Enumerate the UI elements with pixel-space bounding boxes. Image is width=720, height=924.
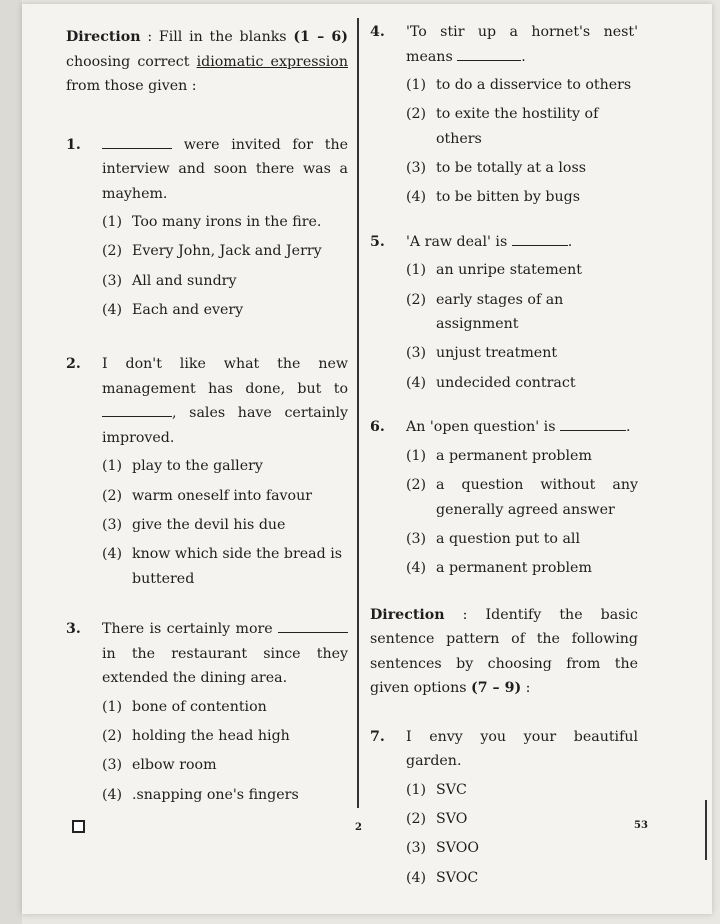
option-4[interactable]: (4) a permanent problem [406, 560, 592, 577]
option-1[interactable]: (1) a permanent problem [406, 447, 592, 464]
option-2[interactable]: (2) SVO [406, 810, 468, 827]
option-2[interactable]: (2) Every John, Jack and Jerry [102, 243, 322, 260]
option-3[interactable]: (3) unjust treatment [406, 345, 558, 362]
answer-blank [102, 402, 172, 417]
question-7 [370, 725, 638, 890]
scan-edge [0, 0, 22, 924]
question-1 [66, 133, 348, 323]
option-3[interactable]: (3) give the devil his due [102, 516, 286, 533]
option-1[interactable]: (1) to do a disservice to others [406, 77, 632, 93]
options-list [406, 258, 638, 395]
question-number: 7. [370, 728, 385, 745]
direction-label: Direction [66, 29, 141, 45]
question-stem: I don't like what the new management has done, but to , sales have certainly improved. [102, 356, 348, 446]
option-1[interactable]: (1) play to the gallery [102, 458, 263, 475]
options-list [102, 210, 348, 322]
square-marker-icon [72, 820, 85, 833]
question-5 [370, 230, 638, 395]
underlined-phrase: idiomatic expression [196, 53, 348, 70]
question-stem: An 'open question' is . [406, 415, 638, 440]
question-number: 6. [370, 419, 385, 436]
question-6 [370, 415, 638, 580]
option-3[interactable]: (3) a question put to all [406, 530, 581, 547]
options-list [406, 73, 638, 210]
answer-blank [560, 416, 626, 431]
margin-rule [705, 800, 707, 860]
question-2 [66, 352, 348, 591]
answer-blank [512, 231, 568, 246]
option-1[interactable]: (1) SVC [406, 781, 467, 798]
option-4[interactable]: (4) SVOC [406, 869, 479, 886]
question-number: 3. [66, 621, 81, 638]
options-list [102, 695, 348, 807]
question-stem: 'A raw deal' is . [406, 230, 638, 255]
right-column [370, 20, 638, 895]
question-stem: 'To stir up a hornet's nest' means . [406, 24, 638, 65]
question-3 [66, 617, 348, 807]
option-3[interactable]: (3) to be totally at a loss [406, 160, 587, 177]
question-number: 4. [370, 24, 385, 40]
answer-blank [102, 134, 172, 149]
question-stem: were invited for the interview and soon there was a mayhem. [102, 133, 348, 207]
direction-fill-blanks: Direction : Fill in the blanks (1 – 6) choosing correct idiomatic expression from those given : [66, 29, 348, 94]
options-list [406, 778, 638, 890]
question-4 [370, 20, 638, 210]
option-4[interactable]: (4) .snapping one's fingers [102, 786, 299, 803]
direction-range: (1 – 6) [293, 29, 348, 45]
option-2[interactable]: (2) holding the head high [102, 728, 290, 745]
direction-range: (7 – 9) [471, 680, 522, 697]
left-column [66, 25, 348, 812]
option-4[interactable]: (4) undecided contract [406, 374, 576, 391]
option-1[interactable]: (1) an unripe statement [406, 262, 582, 279]
option-3[interactable]: (3) SVOO [406, 840, 479, 857]
option-2[interactable]: (2) to exite the hostility of others [406, 106, 599, 147]
direction-label: Direction [370, 606, 445, 623]
option-4[interactable]: (4) know which side the bread is buttered [102, 546, 343, 587]
question-number: 2. [66, 356, 81, 373]
option-2[interactable]: (2) warm oneself into favour [102, 487, 313, 504]
direction-sentence-pattern: Direction : Identify the basic sentence pattern of the following sentences by choosing from the given options (7 – 9) : [370, 606, 638, 697]
question-stem: I envy you your beautiful garden. [406, 728, 638, 770]
options-list [406, 444, 638, 581]
page-number: 2 [355, 822, 362, 833]
question-number: 5. [370, 233, 385, 250]
answer-blank [457, 46, 521, 61]
option-4[interactable]: (4) to be bitten by bugs [406, 189, 580, 206]
question-stem: There is certainly more in the restaurant since they extended the dining area. [102, 617, 348, 691]
option-1[interactable]: (1) bone of contention [102, 698, 267, 715]
option-2[interactable]: (2) early stages of an assignment [406, 291, 564, 333]
option-2[interactable]: (2) a question without any generally agreed answer [406, 477, 638, 518]
answer-blank [278, 618, 348, 633]
page-code: 53 [634, 820, 648, 831]
column-divider [357, 18, 359, 808]
option-3[interactable]: (3) elbow room [102, 757, 217, 774]
option-3[interactable]: (3) All and sundry [102, 272, 237, 289]
option-1[interactable]: (1) Too many irons in the fire. [102, 214, 322, 230]
option-4[interactable]: (4) Each and every [102, 301, 244, 318]
question-number: 1. [66, 136, 81, 153]
options-list [102, 454, 348, 591]
